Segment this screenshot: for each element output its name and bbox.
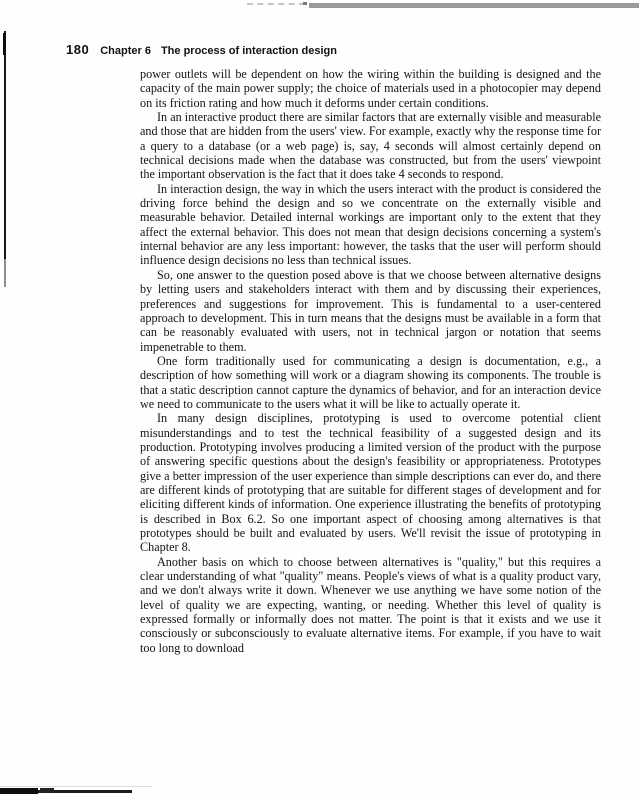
top-scan-bar (309, 3, 639, 8)
chapter-label: Chapter 6 (100, 45, 151, 57)
page-number: 180 (66, 42, 90, 57)
top-scan-tick (303, 2, 307, 5)
running-head (66, 42, 337, 57)
bottom-scan-faint-line (0, 786, 152, 787)
left-edge-scan-line (4, 31, 6, 261)
bottom-scan-bar-chunk (40, 788, 54, 793)
body-paragraph: So, one answer to the question posed above is that we choose between alternative designs by letting users and stakeholders interact with them and by discussing their experiences, preferences and suggestions for improvement. This is fundamental to a user-centered approach to development. This in turn means that the designs must be available in a form that can be reasonably evaluated with users, not in technical jargon or notation that seems impenetrable to them. (140, 267, 601, 354)
body-paragraph: In many design disciplines, prototyping is used to overcome potential client misunderstandings and to test the technical feasibility of a suggested design and its production. Prototyping involves producing a limited version of the product with the purpose of answering specific questions about the design's feasibility or appropriateness. Prototypes give a better impression of the user experience than simple descriptions can ever do, and there are different kinds of prototyping that are suitable for different stages of development and for eliciting different kinds of information. One experience illustrating the benefits of prototyping is described in Box 6.2. So one important aspect of choosing among alternatives is that prototypes should be built and evaluated by users. We'll revisit the issue of prototyping in Chapter 8. (140, 411, 601, 555)
top-scan-dashes (247, 3, 305, 5)
body-text (140, 67, 601, 655)
body-paragraph: In interaction design, the way in which the users interact with the product is considered the driving force behind the design and so we concentrate on the externally visible and measurable behavior. Detailed internal workings are important only to the extent that they affect the external behavior. This does not mean that design decisions concerning a system's internal behavior are any less important: however, the tasks that the user will perform should influence design decisions no less than technical issues. (140, 181, 601, 268)
body-paragraph: One form traditionally used for communicating a design is documentation, e.g., a description of how something will work or a diagram showing its components. The trouble is that a static description cannot capture the dynamics of behavior, and for an interaction device we need to communicate to the users what it will be like to actually operate it. (140, 353, 601, 411)
bottom-scan-bar-thick (0, 788, 38, 794)
body-paragraph: power outlets will be dependent on how the wiring within the building is designed and the capacity of the main power supply; the choice of materials used in a photocopier may depend on its friction rating and how much it deforms under certain conditions. (140, 67, 601, 110)
body-paragraph: In an interactive product there are similar factors that are externally visible and measurable and those that are hidden from the users' view. For example, exactly why the response time for a query to a database (or a web page) is, say, 4 seconds will almost certainly depend on technical decisions made when the database was constructed, but from the users' viewpoint the important observation is the fact that it does take 4 seconds to respond. (140, 110, 602, 182)
body-paragraph: Another basis on which to choose between alternatives is "quality," but this requires a clear understanding of what "quality" means. People's views of what is a quality product vary, and we don't always write it down. Whenever we use anything we have some notion of the level of quality we are expecting, wanting, or needing. Whether this level of quality is expressed formally or informally does not matter. The point is that it exists and we use it consciously or subconsciously to evaluate alternative items. For example, if you have to wait too long to download (140, 554, 601, 655)
left-edge-scan-blob (3, 33, 6, 55)
chapter-title: The process of interaction design (160, 45, 337, 57)
left-edge-scan-tail (4, 259, 6, 287)
